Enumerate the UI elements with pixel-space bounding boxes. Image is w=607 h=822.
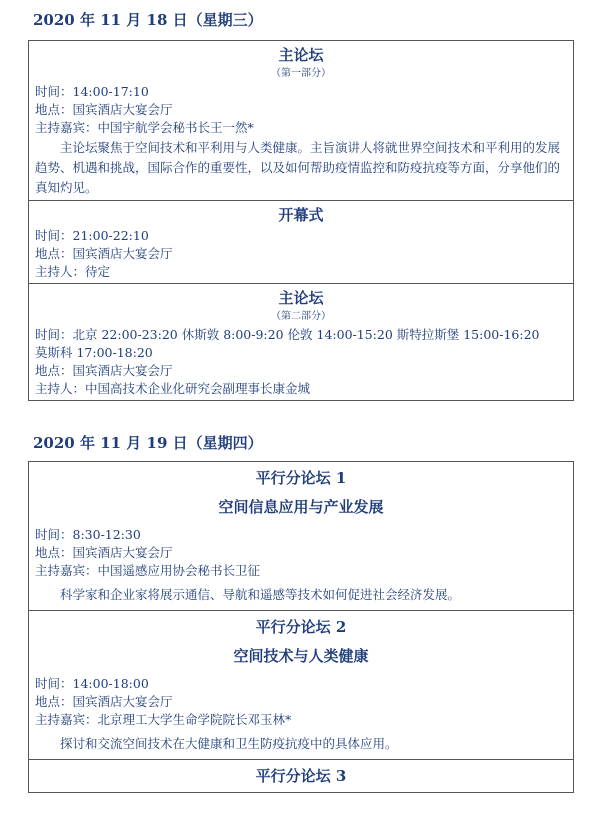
session-place: 地点：国宾酒店大宴会厅 (35, 545, 173, 560)
session-place: 地点：国宾酒店大宴会厅 (35, 363, 173, 378)
session-time: 时间：14:00-17:10 (35, 84, 149, 99)
session-opening-ceremony (29, 201, 573, 284)
session-main-forum-part1 (29, 41, 573, 201)
day-header-nov-19: 2020 年 11 月 19 日（星期四） (33, 434, 263, 452)
session-title: 平行分论坛 1 (255, 469, 347, 487)
session-title: 平行分论坛 2 (255, 618, 347, 636)
session-host: 主持嘉宾：中国遥感应用协会秘书长卫征 (35, 563, 261, 578)
schedule-table-day1 (28, 40, 574, 401)
session-title: 主论坛 (278, 46, 324, 64)
session-subtitle: 空间技术与人类健康 (233, 647, 369, 665)
session-host: 主持人：中国高技术企业化研究会副理事长康金城 (35, 381, 311, 396)
session-description: 探讨和交流空间技术在大健康和卫生防疫抗疫中的具体应用。 (60, 736, 398, 751)
session-time-continued: 莫斯科 17:00-18:20 (35, 345, 153, 360)
schedule-table-day2 (28, 461, 574, 793)
session-host: 主持人：待定 (35, 264, 111, 279)
session-place: 地点：国宾酒店大宴会厅 (35, 246, 173, 261)
session-parallel-forum-3 (29, 760, 573, 792)
session-time: 时间：21:00-22:10 (35, 228, 149, 243)
session-title: 平行分论坛 3 (255, 767, 347, 785)
session-place: 地点：国宾酒店大宴会厅 (35, 102, 173, 117)
session-subtitle: （第一部分） (271, 68, 331, 79)
session-parallel-forum-1 (29, 462, 573, 611)
session-title: 开幕式 (278, 206, 324, 224)
session-main-forum-part2 (29, 284, 573, 400)
session-time: 时间：14:00-18:00 (35, 676, 149, 691)
day-header-nov-18: 2020 年 11 月 18 日（星期三） (33, 11, 263, 29)
session-description: 科学家和企业家将展示通信、导航和遥感等技术如何促进社会经济发展。 (60, 587, 461, 602)
session-parallel-forum-2 (29, 611, 573, 760)
session-time: 时间：北京 22:00-23:20 休斯敦 8:00-9:20 伦敦 14:00-15:20 斯特拉斯堡 15:00-16:20 (35, 327, 540, 342)
session-description: 主论坛聚焦于空间技术和平利用与人类健康。主旨演讲人将就世界空间技术和平利用的发展趋势、机遇和挑战，国际合作的重要性，以及如何帮助疫情监控和防疫抗疫等方面，分享他们的真知灼见。 (35, 140, 561, 195)
session-time: 时间：8:30-12:30 (35, 527, 141, 542)
session-host: 主持嘉宾：中国宇航学会秘书长王一然* (35, 120, 254, 135)
session-subtitle: 空间信息应用与产业发展 (218, 498, 384, 516)
session-host: 主持嘉宾：北京理工大学生命学院院长邓玉林* (35, 712, 292, 727)
session-place: 地点：国宾酒店大宴会厅 (35, 694, 173, 709)
session-title: 主论坛 (278, 289, 324, 307)
session-subtitle: （第二部分） (271, 311, 331, 322)
